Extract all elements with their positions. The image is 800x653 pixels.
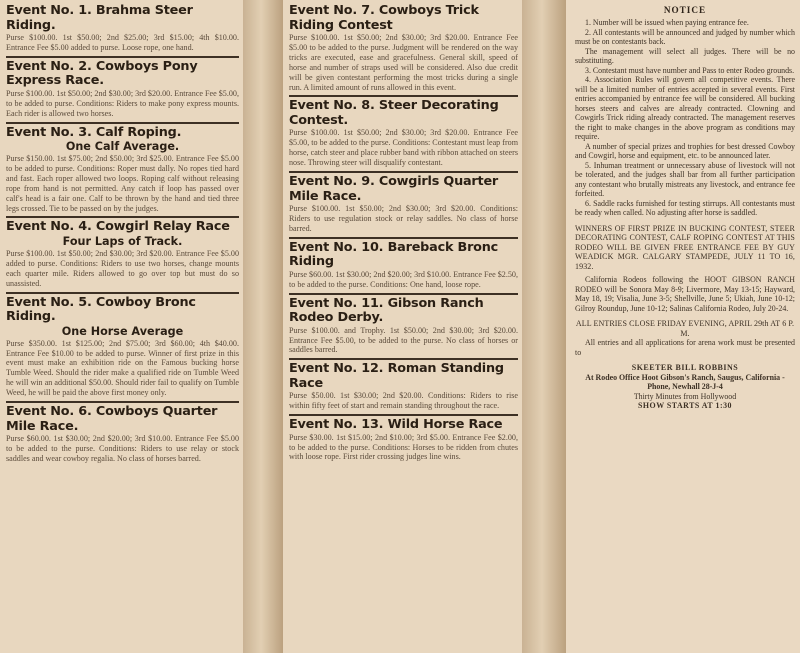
event-body: Purse $60.00. 1st $30.00; 2nd $20.00; 3rd $10.00. Entrance Fee $2.50, to be added to the purse. Conditions: One hand, loose rope. (289, 269, 518, 289)
event-title: Event No. 10. Bareback Bronc Riding (289, 239, 499, 270)
event-title: Event No. 9. Cowgirls Quarter Mile Race. (289, 174, 499, 204)
event-body: Purse $150.00. 1st $75.00; 2nd $50.00; 3rd $25.00. Entrance Fee $5.00 to be added to purse. Conditions: Roper must dally. No ropes tied hard and fast. Each roper allowed two loops. Roping calf without releasing rope from hand is not permitted. Any catch if loop has passed over calf's head is a fair one. Calf to be thrown by the hand and tied three legs crossed. Tie to be passed on by the judges. (6, 154, 239, 213)
event-8 (289, 97, 518, 173)
following-rodeos: California Rodeos following the HOOT GIBSON RANCH RODEO will be Sonora May 8-9; Livermore, May 13-15; Hayward, May 18, 19; Visalia, June 3-5; Shellville, June 5; Ukiah, June 10-12; Gilroy Roundup, June 10-12; Salinas California Rodeo, July 20-24. (575, 275, 795, 313)
distance-note: Thirty Minutes from Hollywood (633, 391, 737, 401)
event-body: Purse $100.00. 1st $50.00; 2nd $25.00; 3rd $15.00; 4th $10.00. Entrance Fee $5.00 added to purse. Loose rope, one hand. (6, 33, 239, 52)
event-10 (289, 239, 518, 295)
event-9 (289, 173, 518, 239)
event-body: Purse $100.00. and Trophy. 1st $50.00; 2nd $30.00; 3rd $20.00. Entrance Fee $5.00, to be added to the purse. No class of horses or saddles barred. (289, 325, 518, 355)
event-13 (289, 416, 518, 465)
entries-close: ALL ENTRIES CLOSE FRIDAY EVENING, APRIL 29th AT 6 P. M. (575, 319, 795, 338)
event-body: Purse $50.00. 1st $30.00; 2nd $20.00. Conditions: Riders to rise within fifty feet of start and remain standing throughout the race. (289, 391, 518, 411)
event-body: Purse $100.00. 1st $50.00; 2nd $30.00; 3rd $20.00. Entrance Fee $5.00, to be added to purse. Conditions: Riders to make pony express mounts. Each rider is allowed two horses. (6, 88, 239, 118)
event-title: Event No. 12. Roman Standing Race (289, 361, 504, 391)
notice-heading: NOTICE (663, 5, 707, 15)
event-title: Event No. 3. Calf Roping. (6, 124, 182, 140)
show-time: SHOW STARTS AT 1:30 (638, 401, 732, 410)
event-title: Event No. 1. Brahma Steer Riding. (6, 3, 193, 33)
event-4 (6, 218, 239, 293)
event-body: Purse $30.00. 1st $15.00; 2nd $10.00; 3rd $5.00. Entrance Fee $2.00, to be added to the purse. Conditions: Horses to be ridden from chutes with loose rope. First rider crossing judges line wins. (289, 432, 518, 462)
event-subtitle: Four Laps of Track. (62, 234, 183, 248)
event-body: Purse $60.00. 1st $30.00; 2nd $20.00; 3rd $10.00. Entrance Fee $5.00 to be added to the purse. Conditions: Riders to use relay or stock saddles and wear cowboy regalia. No class of horses barred. (6, 434, 239, 463)
event-title: Event No. 7. Cowboys Trick Riding Contest (289, 3, 479, 33)
contact-name: SKEETER BILL ROBBINS (631, 363, 739, 372)
event-7 (289, 2, 518, 97)
event-11 (289, 295, 518, 361)
event-3 (6, 124, 239, 219)
event-5 (6, 294, 239, 403)
event-body: Purse $100.00. 1st $50.00; 2nd $30.00; 3rd $20.00. Entrance Fee $5.00 added to purse. Conditions: Riders to use two horses, change mounts each quarter mile. Riders allowed to go over top but must do so unassisted. (6, 248, 239, 288)
event-body: Purse $100.00. 1st $50.00; 2nd $30.00; 3rd $20.00. Conditions: Riders to use regulation stock or relay saddles. No class of horse barred. (289, 204, 518, 233)
event-title: Event No. 2. Cowboys Pony Express Race. (6, 58, 198, 89)
event-body: Purse $100.00. 1st $50.00; 2nd $30.00; 3rd $20.00. Entrance Fee $5.00 to be added to the purse. Judgment will be rendered on the way tricks are executed, ease and gracefulness. General skill, speed of horse and number of straps used will be considered. Also due credit will be given contestant performing the most tricks during a single run. A limited amount of runs allowed in this event. (289, 33, 518, 92)
event-1 (6, 2, 239, 58)
events-column-left (0, 0, 243, 653)
page-fold-right (522, 0, 566, 653)
event-12 (289, 360, 518, 416)
event-title: Event No. 6. Cowboys Quarter Mile Race. (6, 404, 218, 434)
notice-rule: A number of special prizes and trophies for best dressed Cowboy and Cowgirl, horse and equipment, etc. to be announced later. (575, 141, 795, 160)
notice-rule: 3. Contestant must have number and Pass to enter Rodeo grounds. (585, 65, 795, 75)
notice-rule: 4. Association Rules will govern all competitive events. There will be a limited number of entries accepted in several events. First entries accompanied by entrance fee will be considered. All bucking horses steers and calves are already contracted. Clowning and Cowgirls Trick riding already contracted. The management reserves the right to make changes in the above program as conditions may require. (575, 75, 795, 141)
notice-column (566, 0, 800, 653)
notice-rule: 6. Saddle racks furnished for testing stirrups. All contestants must be ready when called. No adjusting after horse is saddled. (575, 198, 795, 217)
applications-note: All entries and all applications for arena work must be presented to (575, 338, 795, 357)
events-column-middle (283, 0, 522, 653)
event-body: Purse $100.00. 1st $50.00; 2nd $30.00; 3rd $20.00. Entrance Fee $5.00, to be added to the purse. Conditions: Contestant must leap from horse, catch steer and place rubber band with ribbon attached on steers nose. Throwing steer will disqualify contestant. (289, 128, 518, 168)
event-body: Purse $350.00. 1st $125.00; 2nd $75.00; 3rd $60.00; 4th $40.00. Entrance Fee $10.00 to be added to purse. Winner of first prize in this event must make an exhibition ride on the Famous bucking horse Tumble Weed. Should the rider make a qualified ride on Tumble Weed he will win an additional $50.00. Should rider fail to qualify on Tumble Weed, he will be paid the above first money only. (6, 338, 239, 398)
event-6 (6, 403, 239, 467)
winners-announcement: WINNERS OF FIRST PRIZE IN BUCKING CONTEST, STEER DECORATING CONTEST, CALF ROPING CONTEST AT THIS RODEO WILL BE GIVEN FREE ENTRANCE FEE BY GUY WEADICK MGR. CALGARY STAMPEDE, JULY 11 TO 16, 1932. (575, 223, 795, 271)
notice-rule: 2. All contestants will be announced and judged by number which must be on contestants back. (575, 27, 795, 46)
event-title: Event No. 13. Wild Horse Race (289, 417, 503, 433)
event-subtitle: One Calf Average. (65, 140, 180, 154)
page-fold-left (243, 0, 283, 653)
event-2 (6, 58, 239, 124)
notice-rule: 1. Number will be issued when paying entrance fee. (585, 18, 749, 27)
event-title: Event No. 11. Gibson Ranch Rodeo Derby. (289, 295, 484, 326)
event-title: Event No. 4. Cowgirl Relay Race (6, 219, 230, 235)
event-title: Event No. 5. Cowboy Bronc Riding. (6, 294, 196, 325)
contact-address: At Rodeo Office Hoot Gibson's Ranch, Saugus, California - Phone, Newhall 28-J-4 (585, 372, 785, 391)
notice-rule: The management will select all judges. There will be no substituting. (575, 46, 795, 65)
event-subtitle: One Horse Average (61, 324, 184, 338)
notice-rule: 5. Inhuman treatment or unnecessary abuse of livestock will not be tolerated, and the judges shall bar from all further participation any contestant who brutally mistreats any livestock, and entrance fee forfeited. (575, 160, 795, 198)
event-title: Event No. 8. Steer Decorating Contest. (289, 98, 499, 128)
